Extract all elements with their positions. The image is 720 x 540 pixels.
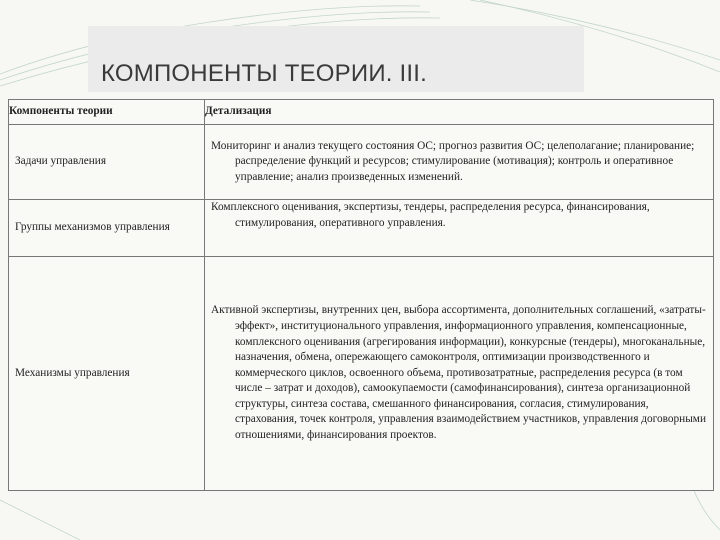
slide-title: КОМПОНЕНТЫ ТЕОРИИ. III. bbox=[101, 60, 427, 87]
column-header-components: Компоненты теории bbox=[9, 100, 205, 125]
row-detail-management-tasks: Мониторинг и анализ текущего состояния ОС; прогноз развития ОС; целеполагание; планирование; распределение функций и ресурсов; стимулирование (мотивация); контроль и оперативное управление; анализ произведенных изменений. bbox=[205, 125, 714, 200]
row-detail-mechanism-groups: Комплексного оценивания, экспертизы, тендеры, распределения ресурса, финансирования, стимулирования, оперативного управления. bbox=[205, 200, 714, 257]
row-label-management-mechanisms: Механизмы управления bbox=[9, 257, 205, 491]
table-row bbox=[9, 125, 714, 200]
column-header-details: Детализация bbox=[205, 100, 714, 125]
row-label-management-tasks: Задачи управления bbox=[9, 125, 205, 200]
table-row bbox=[9, 257, 714, 491]
table-row bbox=[9, 200, 714, 257]
table-header-row bbox=[9, 100, 714, 125]
theory-components-table bbox=[8, 99, 714, 491]
row-detail-management-mechanisms: Активной экспертизы, внутренних цен, выбора ассортимента, дополнительных соглашений, «затраты-эффект», институционального управления, информационного управления, компенсационные, комплексного оценивания (агрегирования информации), конкурсные (тендеры), многоканальные, назначения, обмена, опережающего самоконтроля, оптимизации производственного и коммерческого циклов, освоенного объема, противозатратные, распределения ресурса (в том числе – затрат и доходов), самоокупаемости (самофинансирования), синтеза организационной структуры, синтеза состава, смешанного финансирования, согласия, стимулирования, страхования, точек контроля, управления взаимодействием участников, управления договорными отношениями, финансирования проектов. bbox=[205, 257, 714, 491]
row-label-mechanism-groups: Группы механизмов управления bbox=[9, 200, 205, 257]
